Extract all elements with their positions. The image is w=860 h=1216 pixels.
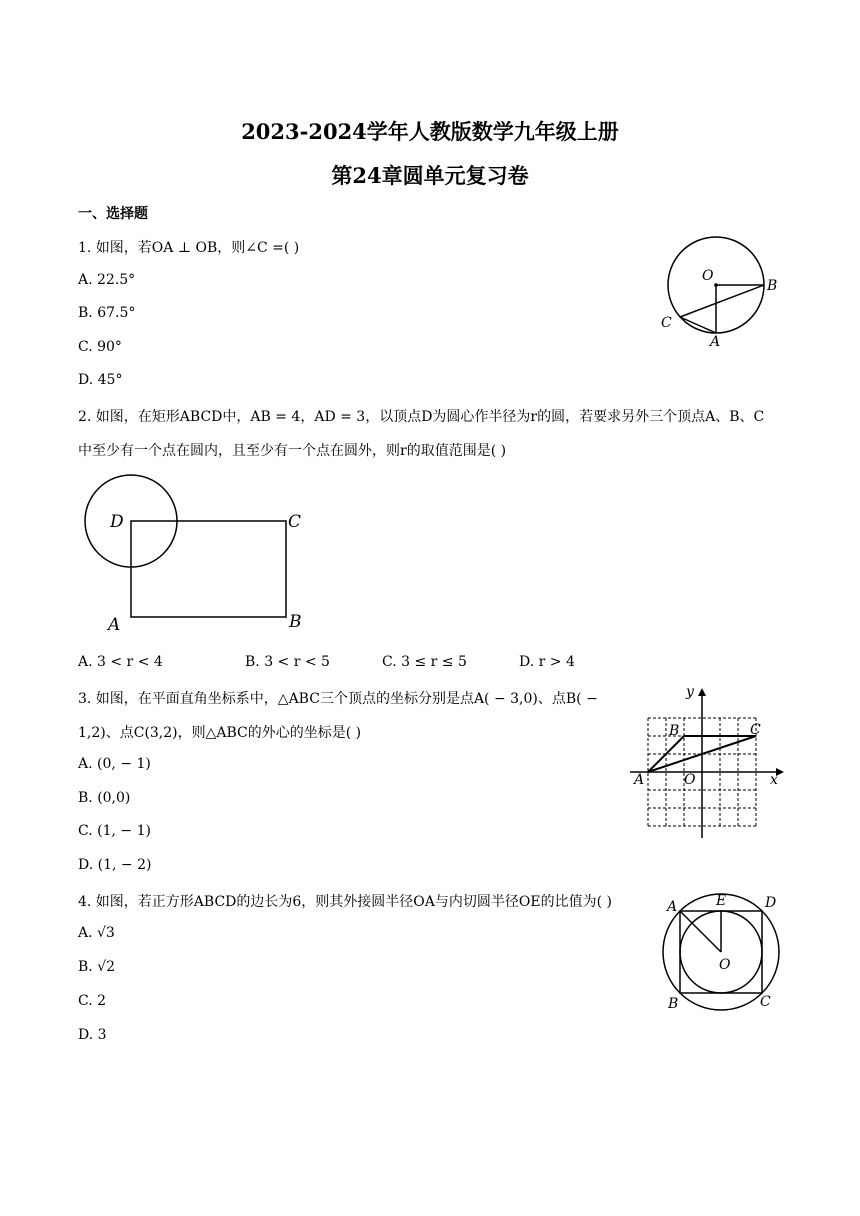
q2-label-c: C bbox=[288, 512, 302, 532]
q1-label-c: C bbox=[661, 315, 672, 331]
q4-label-a: A bbox=[667, 899, 678, 915]
question-2-option-a: A. 3 < r < 4 bbox=[78, 654, 163, 670]
question-2-option-b: B. 3 < r < 5 bbox=[245, 654, 330, 670]
q3-label-y: y bbox=[686, 684, 694, 700]
question-1-option-b: B. 67.5° bbox=[78, 305, 136, 321]
question-4-option-d: D. 3 bbox=[78, 1027, 107, 1043]
question-2-figure bbox=[80, 470, 320, 640]
question-3-text-line2: 1,2)、点C(3,2)，则△ABC的外心的坐标是( ) bbox=[78, 725, 362, 741]
q2-label-d: D bbox=[110, 512, 124, 532]
question-2-option-c: C. 3 ≤ r ≤ 5 bbox=[382, 654, 467, 670]
section-heading: 一、选择题 bbox=[78, 206, 148, 222]
question-2-text-line2: 中至少有一个点在圆内，且至少有一个点在圆外，则r的取值范围是( ) bbox=[78, 443, 507, 459]
q3-label-b: B bbox=[669, 723, 680, 739]
question-3-figure bbox=[626, 680, 786, 845]
question-1-option-d: D. 45° bbox=[78, 372, 123, 388]
question-3-option-a: A. (0, − 1) bbox=[78, 756, 151, 772]
q1-segment-ca bbox=[680, 317, 716, 333]
document-title: 2023-2024学年人教版数学九年级上册 bbox=[241, 119, 619, 144]
question-2-option-d: D. r > 4 bbox=[519, 654, 575, 670]
q1-label-o: O bbox=[702, 268, 714, 284]
q1-center-dot bbox=[714, 283, 718, 287]
question-1-text: 1. 如图，若OA ⊥ OB，则∠C =( ) bbox=[78, 240, 300, 256]
q4-label-o: O bbox=[719, 957, 731, 973]
q2-rectangle bbox=[131, 521, 286, 617]
question-4-option-c: C. 2 bbox=[78, 993, 107, 1009]
q3-y-arrow bbox=[698, 688, 706, 696]
q2-label-b: B bbox=[289, 612, 302, 632]
q3-label-c: C bbox=[750, 722, 761, 738]
question-1-option-c: C. 90° bbox=[78, 339, 122, 355]
question-3-option-b: B. (0,0) bbox=[78, 790, 131, 806]
q4-label-e: E bbox=[716, 893, 727, 909]
question-4-text: 4. 如图，若正方形ABCD的边长为6，则其外接圆半径OA与内切圆半径OE的比值为( ) bbox=[78, 894, 612, 910]
q3-label-o: O bbox=[684, 772, 696, 788]
q4-label-c: C bbox=[760, 994, 771, 1010]
q3-label-x: x bbox=[770, 772, 778, 788]
question-4-option-b: B. √2 bbox=[78, 959, 116, 975]
q3-label-a: A bbox=[634, 772, 645, 788]
q1-segment-cb bbox=[680, 285, 764, 317]
q1-label-b: B bbox=[767, 278, 778, 294]
question-3-option-d: D. (1, − 2) bbox=[78, 857, 152, 873]
question-4-figure bbox=[656, 888, 791, 1018]
question-3-text-line1: 3. 如图，在平面直角坐标系中，△ABC三个顶点的坐标分别是点A( − 3,0)、点B( − bbox=[78, 691, 598, 707]
document-subtitle: 第24章圆单元复习卷 bbox=[331, 163, 529, 188]
question-1-figure bbox=[650, 230, 790, 355]
question-1-option-a: A. 22.5° bbox=[78, 272, 136, 288]
q4-label-b: B bbox=[668, 996, 679, 1012]
question-4-option-a: A. √3 bbox=[78, 925, 115, 941]
q2-label-a: A bbox=[108, 615, 121, 635]
q1-label-a: A bbox=[710, 334, 721, 350]
question-3-option-c: C. (1, − 1) bbox=[78, 823, 151, 839]
question-2-text-line1: 2. 如图，在矩形ABCD中，AB = 4，AD = 3，以顶点D为圆心作半径为r的圆，若要求另外三个顶点A、B、C bbox=[78, 409, 765, 425]
q4-label-d: D bbox=[765, 895, 777, 911]
